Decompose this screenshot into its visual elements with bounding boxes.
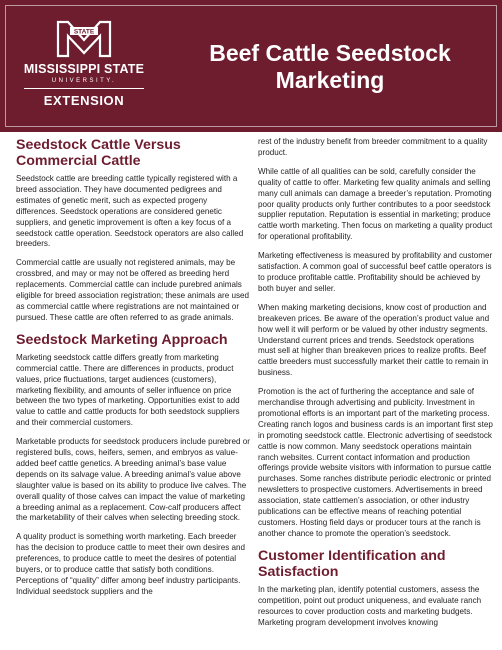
- heading-seedstock-vs-commercial: Seedstock Cattle Versus Commercial Cattle: [16, 137, 181, 169]
- paragraph: Marketing effectiveness is measured by profitability and customer satisfaction. A common goal of successful beef cattle operators is to produce profitable cattle. Profitability should be achieved by both buyer and seller.: [258, 251, 493, 293]
- paragraph: rest of the industry benefit from breeder commitment to a quality product.: [258, 137, 488, 157]
- logo-university-name: MISSISSIPPI STATE: [23, 62, 145, 76]
- heading-seedstock-marketing-approach: Seedstock Marketing Approach: [16, 331, 228, 348]
- msu-m-seal-icon: [56, 18, 112, 58]
- right-column: [258, 137, 493, 636]
- paragraph: In the marketing plan, identify potential customers, assess the competition, point out product uniqueness, and evaluate ranch resources to cover production costs and marketing budgets. Marketing program development involves knowing: [258, 584, 482, 627]
- logo-university-word: UNIVERSITY.: [51, 78, 117, 84]
- paragraph: Promotion is the act of furthering the acceptance and sale of merchandise through advertising and publicity. Investment in promotional efforts is an important part of the marketing process. Creating ranch logos and business cards is an important first step in promoting seedstock cattle. Electronic advertising of seedstock cattle is now common. Many seedstock operations maintain ranch websites. Current contact information and production offerings provide website visitors with information to pursue cattle purchases. Some ranches distribute periodic electronic or printed newsletters to prospective customers. Advertisements in breed association, state cattlemen’s association, or other industry publications can be effective means of reaching potential customers. Hosting field days or producer tours at the ranch is another chance to promote the operation’s seedstock.: [258, 387, 493, 538]
- paragraph: Seedstock cattle are breeding cattle typically registered with a breed association. They have documented pedigrees and estimates of genetic merit, such as expected progeny differences. Seedstock operations are considered genetic suppliers, and genetic improvement is often a key focus of a seedstock cattle operation. Seedstock operators are also called breeders.: [16, 174, 244, 249]
- paragraph: When making marketing decisions, know cost of production and breakeven prices. Be aware of the operation’s product value and how well it will perform or be valued by other industry segments. Understand current prices and trends. Seedstock operations must sell at higher than breakeven prices to realize profits. Beef cattle breeders must successfully market their cattle to remain in business.: [258, 302, 490, 378]
- logo-extension-word: EXTENSION: [24, 88, 144, 111]
- heading-customer-identification: Customer Identification and Satisfaction: [258, 547, 446, 580]
- paragraph: While cattle of all qualities can be sold, carefully consider the quality of cattle to offer. Marketing few quality animals and selling many cull animals can damage a breeder’s reputation. Promoting poor quality products only further contributes to a poor seedstock supplier reputation. Reputation is essential in marketing; produce cattle worth marketing. Then focus on marketing a quality product for operational profitability.: [258, 166, 493, 242]
- paragraph: Marketing seedstock cattle differs greatly from marketing commercial cattle. There are differences in products, product values, price fluctuations, target audiences (customers), marketing flexibility, and amounts of seller influence on price between the two types of marketing. Opportunities exist to add value to cattle and cattle products for both seedstock suppliers and their commercial customers.: [16, 352, 240, 428]
- paragraph: Marketable products for seedstock producers include purebred or registered bulls, cows, heifers, semen, and embryos as value-added beef cattle genetics. A breeding animal’s base value depends on its salvage value. A breeding animal’s value above slaughter value is based on its ability to produce live calves. The overall quality of those calves can impact the value of marketing a breeding animal as a replacement. Cow-calf producers affect the marketability of their calves when selecting breeding stock.: [16, 437, 250, 523]
- msu-extension-logo: [16, 18, 152, 122]
- left-column: [16, 137, 251, 606]
- paragraph: A quality product is something worth marketing. Each breeder has the decision to produce cattle to meet their own desires and preferences, to produce cattle to meet the desires of potential buyers, or to produce cattle that satisfy both conditions. Perceptions of “quality” differ among beef industry participants. Individual seedstock suppliers and the: [16, 532, 246, 596]
- paragraph: Commercial cattle are usually not registered animals, may be crossbred, and may or may not be offered as breeding herd replacements. Commercial cattle can include purebred animals eligible for breed association registration; these animals are used as commercial cattle where registrations are not maintained or pursued. These cattle are often referred to as grade animals.: [16, 258, 250, 322]
- document-title: Beef Cattle Seedstock Marketing: [209, 40, 451, 93]
- header-banner: [0, 0, 502, 132]
- seal-text: STATE: [73, 28, 95, 36]
